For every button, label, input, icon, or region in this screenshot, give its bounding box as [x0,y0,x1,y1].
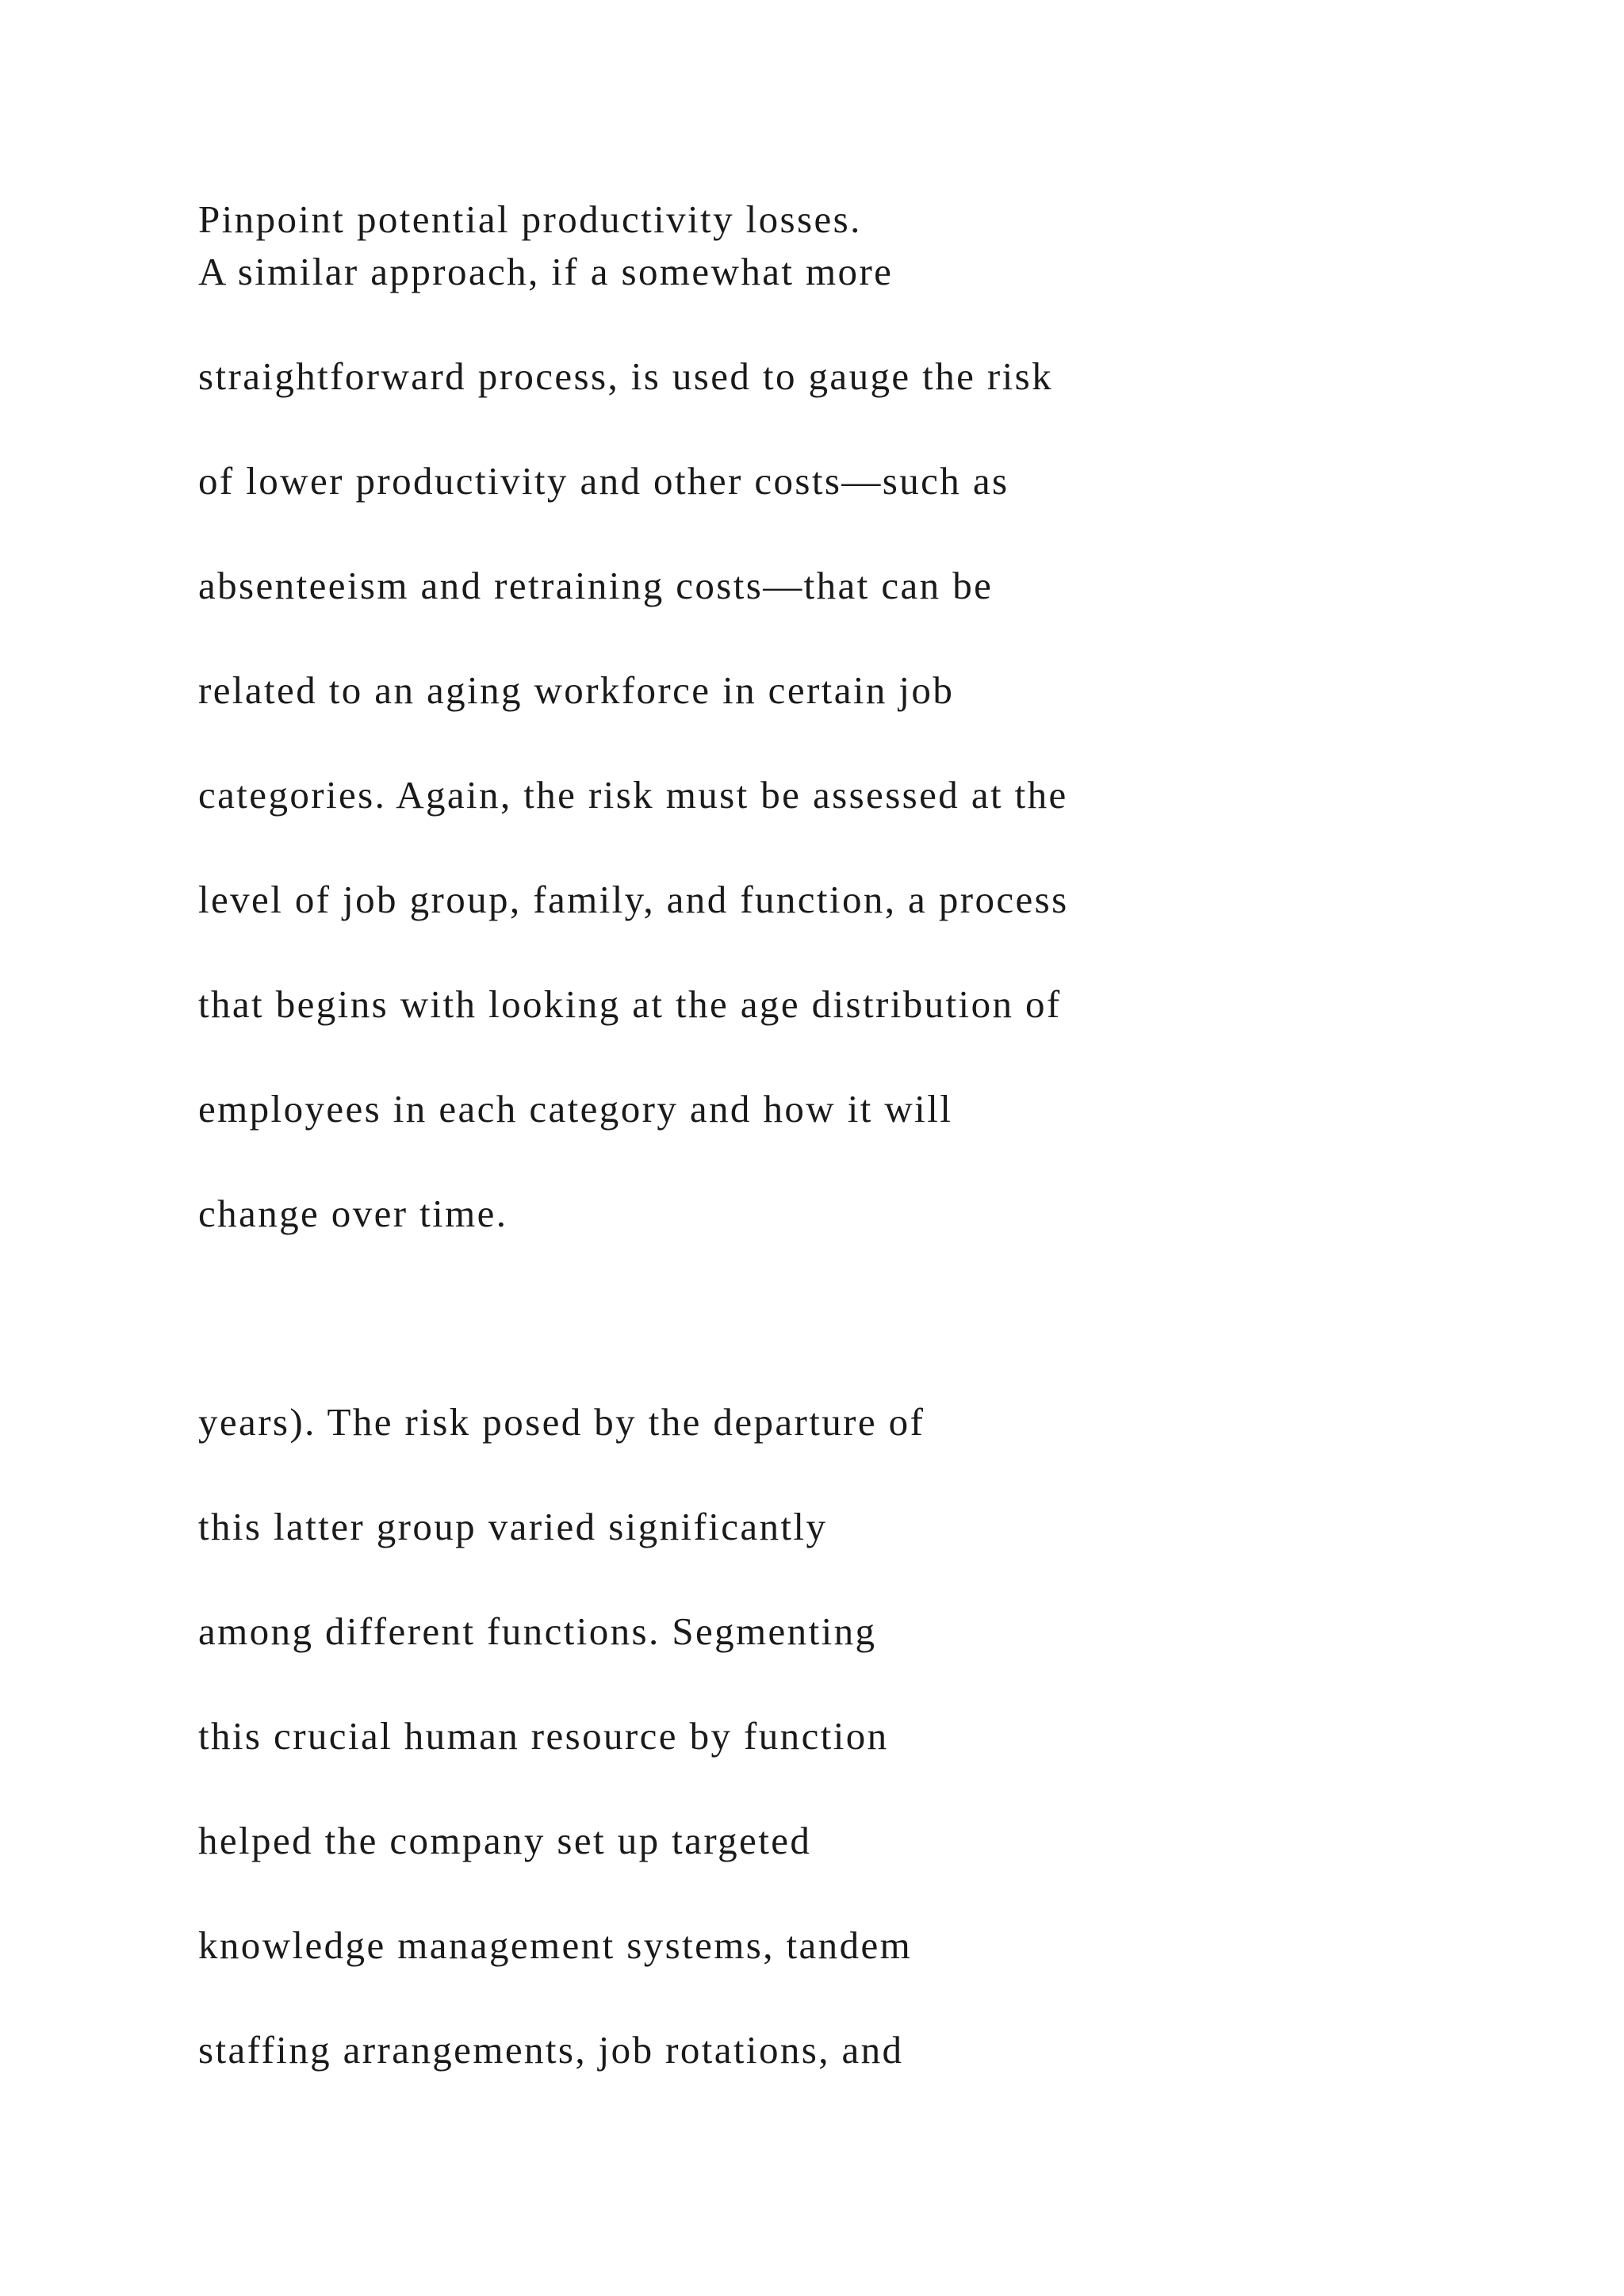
text-line: level of job group, family, and function, a process [198,878,1069,921]
text-line: years). The risk posed by the departure of [198,1400,925,1444]
section-heading: Pinpoint potential productivity losses. [198,197,862,241]
text-line: knowledge management systems, tandem [198,1923,913,1967]
text-line: that begins with looking at the age distribution of [198,982,1062,1026]
text-line: helped the company set up targeted [198,1819,812,1862]
text-line: employees in each category and how it will [198,1087,953,1131]
text-line: change over time. [198,1192,508,1235]
text-line: related to an aging workforce in certain job [198,668,955,712]
text-line: among different functions. Segmenting [198,1609,877,1653]
text-line: this latter group varied significantly [198,1505,828,1548]
text-line: of lower productivity and other costs—such as [198,459,1009,503]
text-line: staffing arrangements, job rotations, and [198,2028,904,2072]
text-line: straightforward process, is used to gauge the risk [198,354,1053,398]
text-line: absenteeism and retraining costs—that can be [198,564,994,607]
text-line: this crucial human resource by function [198,1714,889,1758]
text-line: A similar approach, if a somewhat more [198,250,894,293]
text-line: categories. Again, the risk must be assessed at the [198,773,1068,817]
